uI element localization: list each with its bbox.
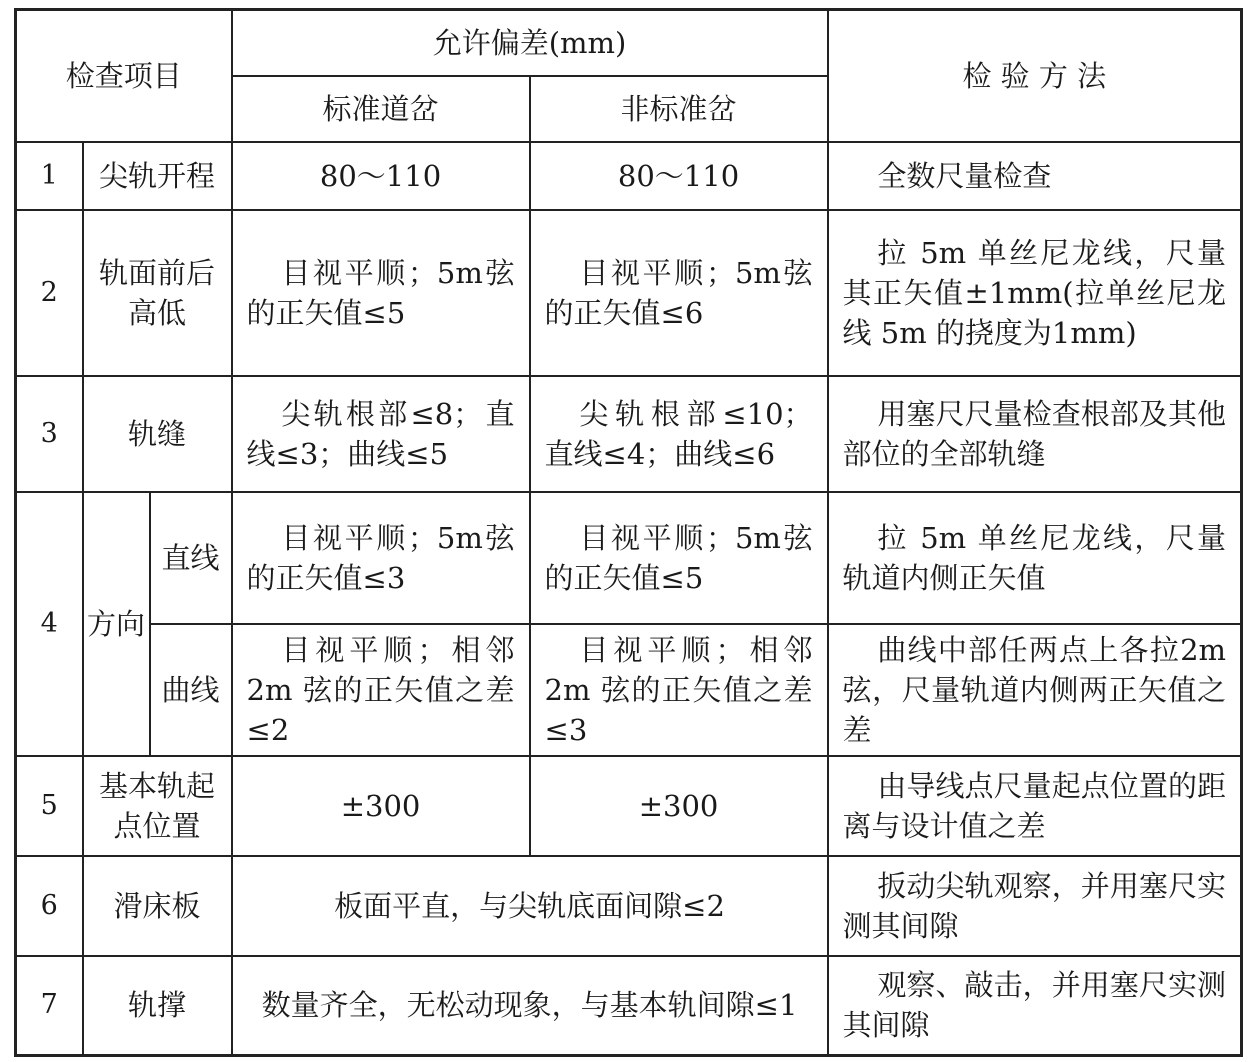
header-tolerance: 允许偏差(mm) [232, 10, 828, 76]
header-standard: 标准道岔 [232, 76, 530, 142]
table-row [16, 492, 1242, 624]
check-item: 滑床板 [83, 856, 232, 956]
check-item: 轨面前后高低 [83, 210, 232, 376]
row-number: 6 [16, 856, 83, 956]
inspection-method: 用塞尺尺量检查根部及其他部位的全部轨缝 [828, 376, 1242, 492]
inspection-method: 曲线中部任两点上各拉2m 弦，尺量轨道内侧两正矢值之差 [828, 624, 1242, 756]
table-row [16, 756, 1242, 856]
nonstandard-value: 80～110 [530, 142, 828, 210]
nonstandard-value: ±300 [530, 756, 828, 856]
nonstandard-value: 目视平顺；5m弦的正矢值≤5 [530, 492, 828, 624]
nonstandard-value: 目视平顺；相邻2m 弦的正矢值之差≤3 [530, 624, 828, 756]
table-row [16, 624, 1242, 756]
row-number: 4 [16, 492, 83, 756]
inspection-method: 拉 5m 单丝尼龙线，尺量其正矢值±1mm(拉单丝尼龙线 5m 的挠度为1mm) [828, 210, 1242, 376]
header-item: 检查项目 [16, 10, 232, 142]
check-item: 尖轨开程 [83, 142, 232, 210]
standard-value: 尖轨根部≤8；直线≤3；曲线≤5 [232, 376, 530, 492]
check-item: 基本轨起点位置 [83, 756, 232, 856]
row-number: 1 [16, 142, 83, 210]
table-row [16, 856, 1242, 956]
row-number: 2 [16, 210, 83, 376]
nonstandard-value: 目视平顺；5m弦的正矢值≤6 [530, 210, 828, 376]
table-row [16, 956, 1242, 1056]
standard-value: 80～110 [232, 142, 530, 210]
inspection-method: 观察、敲击，并用塞尺实测其间隙 [828, 956, 1242, 1056]
inspection-method: 拉 5m 单丝尼龙线，尺量轨道内侧正矢值 [828, 492, 1242, 624]
standard-value: 目视平顺；5m弦的正矢值≤3 [232, 492, 530, 624]
standard-value: 目视平顺；5m弦的正矢值≤5 [232, 210, 530, 376]
standard-value: ±300 [232, 756, 530, 856]
check-item: 轨撑 [83, 956, 232, 1056]
inspection-method: 全数尺量检查 [828, 142, 1242, 210]
check-item: 方向 [83, 492, 150, 756]
inspection-table [14, 8, 1243, 1057]
table-row [16, 210, 1242, 376]
inspection-method: 扳动尖轨观察，并用塞尺实测其间隙 [828, 856, 1242, 956]
header-nonstandard: 非标准岔 [530, 76, 828, 142]
header-method: 检 验 方 法 [828, 10, 1242, 142]
standard-value: 目视平顺；相邻2m 弦的正矢值之差≤2 [232, 624, 530, 756]
row-number: 3 [16, 376, 83, 492]
header-row-1 [16, 10, 1242, 76]
nonstandard-value: 尖轨根部≤10；直线≤4；曲线≤6 [530, 376, 828, 492]
row-number: 5 [16, 756, 83, 856]
merged-tolerance: 数量齐全，无松动现象，与基本轨间隙≤1 [232, 956, 828, 1056]
sub-item: 曲线 [150, 624, 232, 756]
sub-item: 直线 [150, 492, 232, 624]
table-row [16, 376, 1242, 492]
row-number: 7 [16, 956, 83, 1056]
table-row [16, 142, 1242, 210]
inspection-method: 由导线点尺量起点位置的距离与设计值之差 [828, 756, 1242, 856]
merged-tolerance: 板面平直，与尖轨底面间隙≤2 [232, 856, 828, 956]
check-item: 轨缝 [83, 376, 232, 492]
